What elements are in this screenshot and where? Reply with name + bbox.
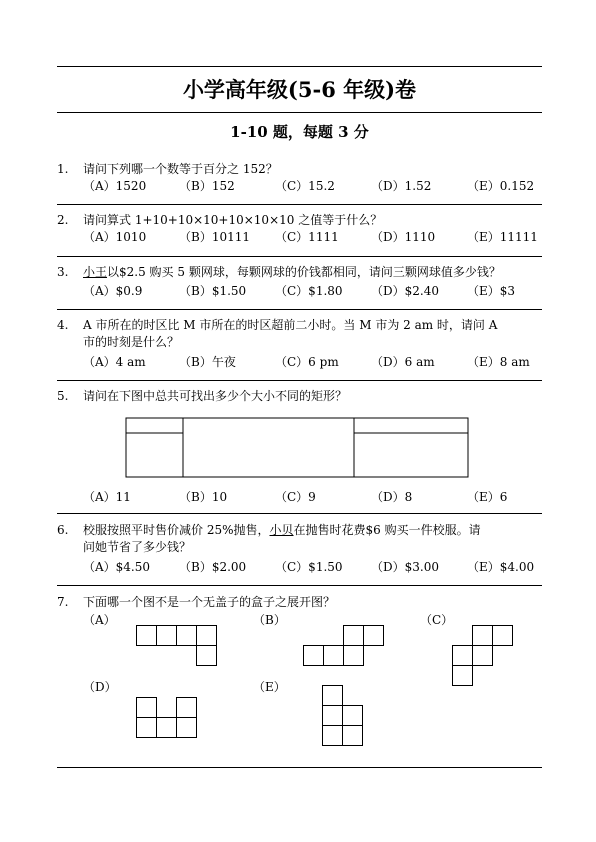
question-2 — [57, 212, 542, 252]
option-b[interactable]: （B）10 — [179, 490, 228, 504]
option-d[interactable]: （D）6 am — [371, 355, 435, 369]
option-b[interactable]: （B）$1.50 — [179, 284, 247, 298]
option-e[interactable]: （E）$4.00 — [467, 560, 535, 574]
net-cell — [324, 646, 344, 666]
option-b[interactable]: （B）$2.00 — [179, 560, 247, 574]
net-c-figure[interactable] — [452, 625, 514, 687]
question-text-line2: 市的时刻是什么？ — [83, 335, 180, 349]
option-c[interactable]: （C）15.2 — [275, 179, 335, 193]
option-e[interactable]: （E）8 am — [467, 355, 530, 369]
net-cell — [344, 646, 364, 666]
person-name: 小贝 — [269, 523, 294, 537]
net-cell — [473, 646, 493, 666]
net-label-c[interactable]: （C） — [420, 613, 454, 627]
net-cell — [157, 626, 177, 646]
net-cell — [364, 626, 384, 646]
net-cell — [493, 626, 513, 646]
question-number: 2. — [57, 213, 69, 227]
question-text: 请问在下图中总共可找出多少个大小不同的矩形？ — [83, 389, 348, 403]
option-c[interactable]: （C）1111 — [275, 230, 339, 244]
net-label-e[interactable]: （E） — [253, 680, 286, 694]
question-text-line2: 问她节省了多少钱？ — [83, 540, 192, 554]
top-rule — [57, 66, 542, 67]
option-c[interactable]: （C）$1.80 — [275, 284, 343, 298]
option-c[interactable]: （C）9 — [275, 490, 316, 504]
option-b[interactable]: （B）午夜 — [179, 355, 236, 369]
net-cell — [177, 698, 197, 718]
net-cell — [137, 698, 157, 718]
title-rule — [57, 112, 542, 113]
option-d[interactable]: （D）8 — [371, 490, 413, 504]
option-e[interactable]: （E）11111 — [467, 230, 538, 244]
net-cell — [344, 626, 364, 646]
question-3 — [57, 264, 542, 304]
net-cell — [343, 706, 363, 726]
option-a[interactable]: （A）$0.9 — [83, 284, 143, 298]
question-body-post: 在抛售时花费$6 购买一件校服。请 — [293, 523, 481, 537]
option-b[interactable]: （B）152 — [179, 179, 235, 193]
person-name: 小王 — [83, 265, 108, 279]
question-number: 1. — [57, 162, 69, 176]
option-a[interactable]: （A）$4.50 — [83, 560, 151, 574]
question-1 — [57, 161, 542, 201]
divider — [57, 256, 542, 257]
option-d[interactable]: （D）$3.00 — [371, 560, 439, 574]
net-cell — [453, 666, 473, 686]
net-cell — [304, 646, 324, 666]
net-cell — [323, 686, 343, 706]
section-subtitle: 1-10 题，每题 3 分 — [230, 123, 369, 141]
net-cell — [473, 626, 493, 646]
option-d[interactable]: （D）$2.40 — [371, 284, 439, 298]
options-row — [83, 559, 542, 576]
divider — [57, 309, 542, 310]
option-d[interactable]: （D）1110 — [371, 230, 436, 244]
option-a[interactable]: （A）1520 — [83, 179, 147, 193]
option-a[interactable]: （A）11 — [83, 490, 131, 504]
question-4 — [57, 317, 542, 375]
rectangles-figure — [125, 417, 470, 479]
option-d[interactable]: （D）1.52 — [371, 179, 432, 193]
question-number: 6. — [57, 523, 69, 537]
net-cell — [157, 718, 177, 738]
net-cell — [343, 726, 363, 746]
option-c[interactable]: （C）6 pm — [275, 355, 339, 369]
option-e[interactable]: （E）$3 — [467, 284, 516, 298]
net-cell — [323, 726, 343, 746]
net-a-figure[interactable] — [136, 625, 218, 667]
net-label-b[interactable]: （B） — [253, 613, 286, 627]
question-body-pre: 校服按照平时售价减价 25%抛售， — [83, 523, 270, 537]
question-number: 5. — [57, 389, 69, 403]
options-row — [83, 354, 542, 371]
net-cell — [137, 626, 157, 646]
page-title: 小学高年级(5-6 年级)卷 — [182, 77, 417, 102]
options-row — [83, 229, 542, 246]
divider — [57, 204, 542, 205]
question-text: 下面哪一个图不是一个无盖子的盒子之展开图？ — [83, 595, 336, 609]
net-b-figure[interactable] — [303, 625, 385, 667]
question-text — [83, 264, 542, 281]
net-cell — [323, 706, 343, 726]
option-e[interactable]: （E）6 — [467, 490, 508, 504]
option-a[interactable]: （A）4 am — [83, 355, 146, 369]
question-text-line1 — [83, 522, 542, 539]
question-number: 4. — [57, 318, 69, 332]
option-b[interactable]: （B）10111 — [179, 230, 250, 244]
divider — [57, 585, 542, 586]
option-c[interactable]: （C）$1.50 — [275, 560, 343, 574]
options-row — [83, 283, 542, 300]
net-cell — [177, 718, 197, 738]
net-e-figure[interactable] — [322, 685, 364, 747]
options-row — [83, 489, 542, 506]
question-number: 7. — [57, 595, 69, 609]
net-cell — [453, 646, 473, 666]
option-e[interactable]: （E）0.152 — [467, 179, 535, 193]
question-body: 以$2.5 购买 5 颗网球，每颗网球的价钱都相同，请问三颗网球值多少钱？ — [107, 265, 501, 279]
question-7 — [57, 594, 542, 614]
net-cell — [197, 646, 217, 666]
bottom-rule — [57, 767, 542, 768]
net-cell — [177, 626, 197, 646]
divider — [57, 513, 542, 514]
net-d-figure[interactable] — [136, 697, 198, 739]
question-number: 3. — [57, 265, 69, 279]
divider — [57, 380, 542, 381]
options-row — [83, 178, 542, 195]
question-6 — [57, 522, 542, 580]
question-text: 请问下列哪一个数等于百分之 152？ — [83, 162, 278, 176]
net-label-a[interactable]: （A） — [83, 613, 116, 627]
net-cell — [197, 626, 217, 646]
question-text: 请问算式 1+10+10×10+10×10×10 之值等于什么？ — [83, 213, 383, 227]
net-cell — [137, 718, 157, 738]
option-a[interactable]: （A）1010 — [83, 230, 147, 244]
net-label-d[interactable]: （D） — [83, 680, 117, 694]
question-text-line1: A 市所在的时区比 M 市所在的时区超前二小时。当 M 市为 2 am 时，请问 A — [83, 318, 498, 332]
outer-rectangle — [126, 418, 468, 477]
